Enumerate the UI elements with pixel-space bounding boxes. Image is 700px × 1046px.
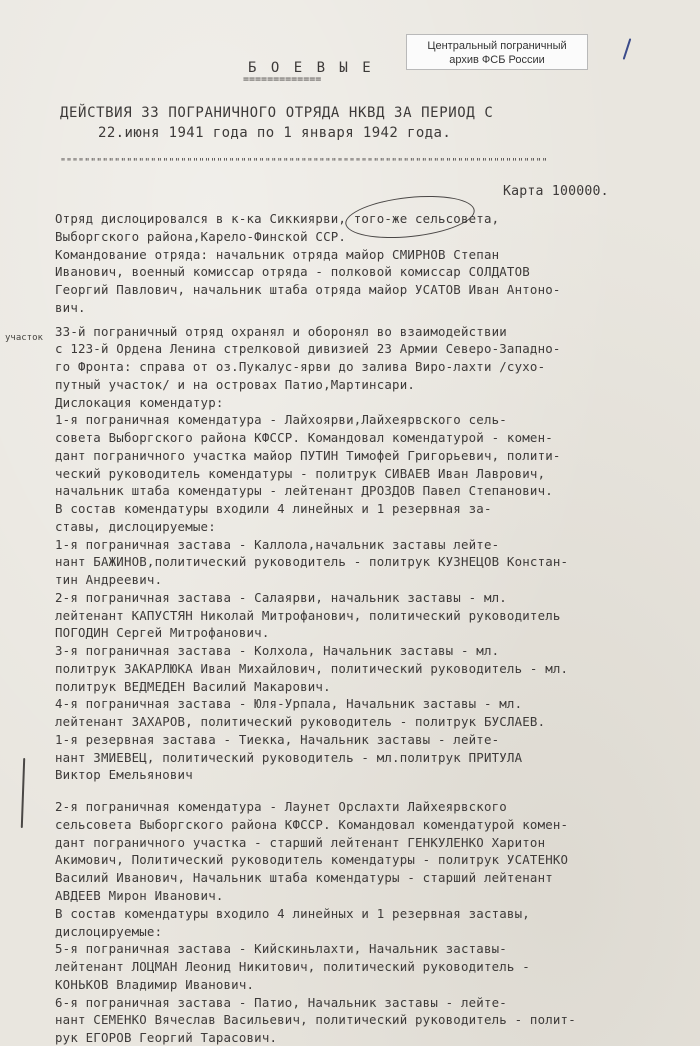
text-line: с 123-й Ордена Ленина стрелковой дивизией 23 Армии Северо-Западно-: [55, 341, 561, 357]
text-line: нант БАЖИНОВ,политический руководитель - политрук КУЗНЕЦОВ Констан-: [55, 554, 569, 570]
text-line: 6-я пограничная застава - Патио, Начальник заставы - лейте-: [55, 994, 507, 1010]
text-line: нант ЗМИЕВЕЦ, политический руководитель - мл.политрук ПРИТУЛА: [55, 749, 523, 765]
text-line: дант пограничного участка - старший лейтенант ГЕНКУЛЕНКО Харитон: [55, 834, 546, 850]
text-line: 3-я пограничная застава - Колхола, Начальник заставы - мл.: [55, 643, 500, 659]
heading-underline: =============: [243, 74, 322, 85]
text-line: нант СЕМЕНКО Вячеслав Васильевич, политический руководитель - полит-: [55, 1012, 576, 1028]
text-line: Дислокация комендатур:: [55, 394, 224, 410]
text-line: лейтенант ЗАХАРОВ, политический руководитель - политрук БУСЛАЕВ.: [55, 714, 546, 730]
text-line: Иванович, военный комиссар отряда - полковой комиссар СОЛДАТОВ: [55, 264, 530, 280]
text-line: 1-я резервная застава - Тиекка, Начальник заставы - лейте-: [55, 731, 500, 747]
text-line: дант пограничного участка майор ПУТИН Тимофей Григорьевич, полити-: [55, 447, 561, 463]
text-line: В состав комендатуры входило 4 линейных и 1 резервная заставы,: [55, 905, 530, 921]
text-line: вич.: [55, 299, 86, 315]
title-line-1: ДЕЙСТВИЯ 33 ПОГРАНИЧНОГО ОТРЯДА НКВД ЗА ПЕРИОД С: [60, 105, 494, 121]
text-line: Василий Иванович, Начальник штаба комендатуры - старший лейтенант: [55, 870, 553, 886]
text-line: Выборгского района,Карело-Финской ССР.: [55, 228, 347, 244]
text-line: 4-я пограничная застава - Юля-Урпала, Начальник заставы - мл.: [55, 696, 523, 712]
text-line: АВДЕЕВ Мирон Иванович.: [55, 888, 224, 903]
archive-stamp: [406, 34, 588, 70]
text-line: ческий руководитель комендатуры - политрук СИВАЕВ Иван Лаврович,: [55, 465, 546, 481]
text-line: лейтенант ЛОЦМАН Леонид Никитович, политический руководитель -: [55, 959, 530, 974]
text-line: 1-я пограничная застава - Каллола,начальник заставы лейте-: [55, 536, 500, 552]
map-reference: Карта 100000.: [503, 184, 609, 199]
text-line: совета Выборгского района КФССР. Командовал комендатурой - комен-: [55, 430, 553, 446]
text-line: тин Андреевич.: [55, 572, 163, 588]
text-line: 2-я пограничная комендатура - Лаунет Орслахти Лайхеярвского: [55, 799, 507, 815]
text-line: 5-я пограничная застава - Кийскиньлахти, Начальник заставы-: [55, 941, 507, 957]
text-line: Отряд дислоцировался в к-ка Сиккиярви, того-же сельсовета,: [55, 211, 500, 226]
text-line: сельсовета Выборгского района КФССР. Командовал комендатурой комен-: [55, 816, 569, 832]
stamp-line-2: архив ФСБ России: [449, 54, 545, 66]
text-line: КОНЬКОВ Владимир Иванович.: [55, 976, 255, 992]
text-line: Виктор Емельянович: [55, 767, 193, 783]
text-line: го Фронта: справа от оз.Пукалус-ярви до залива Виро-лахти /сухо-: [55, 359, 546, 374]
handwritten-slash-mark: [623, 38, 632, 60]
margin-note: участок: [5, 333, 43, 343]
text-line: политрук ЗАКАРЛЮКА Иван Михайлович, политический руководитель - мл.: [55, 660, 569, 676]
title-line-2: 22.июня 1941 года по 1 января 1942 года.: [98, 125, 452, 141]
text-line: ПОГОДИН Сергей Митрофанович.: [55, 625, 270, 641]
stamp-line-1: Центральный пограничный: [427, 40, 567, 52]
text-line: 2-я пограничная застава - Салаярви, начальник заставы - мл.: [55, 589, 507, 605]
document-heading: Б О Е В Ы Е: [248, 60, 374, 76]
text-line: Георгий Павлович, начальник штаба отряда майор УСАТОВ Иван Антоно-: [55, 282, 561, 297]
text-line: ставы, дислоцируемые:: [55, 518, 216, 534]
text-line: Командование отряда: начальник отряда майор СМИРНОВ Степан: [55, 246, 500, 262]
text-line: Акимович, Политический руководитель комендатуры - политрук УСАТЕНКО: [55, 852, 569, 868]
text-line: начальник штаба комендатуры - лейтенант ДРОЗДОВ Павел Степанович.: [55, 483, 553, 499]
title-underline: """"""""""""""""""""""""""""""""""""""""""""""""""""""""""""""""""""""""""""""""": [60, 157, 548, 168]
margin-vertical-mark: [21, 758, 25, 828]
text-line: путный участок/ и на островах Патио,Мартинсари.: [55, 376, 416, 392]
text-line: рук ЕГОРОВ Георгий Тарасович.: [55, 1030, 278, 1045]
text-line: В состав комендатуры входили 4 линейных и 1 резервная за-: [55, 501, 492, 517]
text-line: 1-я пограничная комендатура - Лайхоярви,Лайхеярвского сель-: [55, 412, 507, 428]
text-line: 33-й пограничный отряд охранял и оборонял во взаимодействии: [55, 323, 507, 339]
text-line: лейтенант КАПУСТЯН Николай Митрофанович, политический руководитель: [55, 607, 561, 623]
text-line: дислоцируемые:: [55, 923, 163, 939]
text-line: политрук ВЕДМЕДЕН Василий Макарович.: [55, 678, 331, 694]
